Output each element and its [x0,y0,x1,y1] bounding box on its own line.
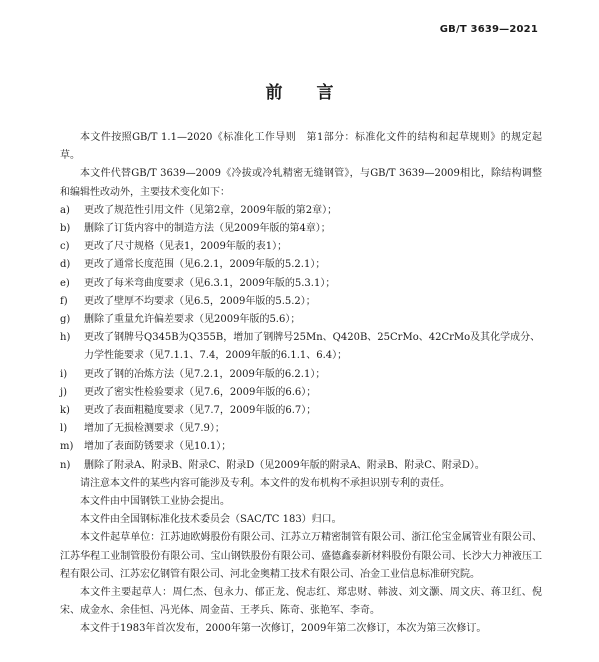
list-marker: b) [60,223,71,235]
page-title: 前 言 [265,83,348,103]
list-item [60,420,542,438]
list-item-text: 更改了规范性引用文件（见第2章，2009年版的第2章）； [84,204,338,216]
list-item-text: 更改了尺寸规格（见表1，2009年版的表1）； [84,241,288,253]
list-item [60,366,542,384]
list-marker: l) [60,423,68,435]
changes-list [60,202,542,475]
list-marker: g) [60,314,71,326]
list-item [60,202,542,220]
foreword-body [60,129,542,639]
list-item [60,238,542,256]
list-marker: f) [60,295,68,307]
list-item [60,402,542,420]
list-item-text: 更改了每米弯曲度要求（见6.3.1，2009年版的5.3.1）； [84,277,336,289]
list-item [60,220,542,238]
list-item [60,438,542,456]
standard-number: GB/T 3639—2021 [439,24,538,35]
list-item-text: 更改了钢牌号Q345B为Q355B，增加了钢牌号25Mn、Q420B、25CrMo、42CrMo及其化学成分、力学性能要求（见7.1.1、7.4，2009年版的6.1.1、6.4）； [84,332,541,362]
list-item [60,275,542,293]
list-item-text: 增加了无损检测要求（见7.9）； [84,423,225,435]
list-marker: m) [60,441,74,453]
list-item [60,256,542,274]
list-marker: k) [60,405,70,417]
list-item-text: 删除了附录A、附录B、附录C、附录D（见2009年版的附录A、附录B、附录C、附录D）。 [84,459,485,471]
list-item-text: 更改了密实性检验要求（见7.6，2009年版的6.6）； [84,386,317,398]
list-item-text: 更改了壁厚不均要求（见6.5，2009年版的5.5.2）； [84,295,316,307]
list-marker: n) [60,459,71,471]
list-item-text: 更改了钢的冶炼方法（见7.2.1，2009年版的6.2.1）； [84,368,326,380]
paragraph-history: 本文件于1983年首次发布，2000年第一次修订，2009年第二次修订，本次为第三次修订。 [80,623,487,635]
paragraph-drafting-units: 本文件起草单位：江苏迪欧姆股份有限公司、江苏立万精密制管有限公司、浙江伦宝金属管业有限公司、江苏华程工业制管股份有限公司、宝山钢铁股份有限公司、盛德鑫泰新材料股份有限公司、长沙大力神液压工程有限公司、江苏宏亿钢管有限公司、河北金奥精工技术有限公司、冶金工业信息标准研究院。 [60,532,542,580]
list-marker: e) [60,277,70,289]
list-item-text: 增加了表面防锈要求（见10.1）； [84,441,232,453]
paragraph-drafting-rules: 本文件按照GB/T 1.1—2020《标准化工作导则 第1部分：标准化文件的结构和起草规则》的规定起草。 [60,132,542,162]
list-item-text: 更改了通常长度范围（见6.2.1，2009年版的5.2.1）； [84,259,326,271]
list-marker: i) [60,368,68,380]
list-item [60,293,542,311]
list-item-text: 删除了重量允许偏差要求（见2009年版的5.6）； [84,314,301,326]
list-marker: j) [60,386,68,398]
list-marker: c) [60,241,70,253]
paragraph-patent-notice: 请注意本文件的某些内容可能涉及专利。本文件的发布机构不承担识别专利的责任。 [80,477,450,489]
list-item [60,457,542,475]
paragraph-committee: 本文件由全国钢标准化技术委员会（SAC/TC 183）归口。 [80,514,342,526]
paragraph-replacement: 本文件代替GB/T 3639—2009《冷拔或冷轧精密无缝钢管》，与GB/T 3639—2009相比，除结构调整和编辑性改动外，主要技术变化如下： [60,168,542,198]
list-item [60,311,542,329]
list-marker: h) [60,332,71,344]
paragraph-drafters: 本文件主要起草人：周仁杰、包永力、郁正龙、倪志红、郑忠财、韩波、刘文灏、周文庆、蒋卫红、倪宋、成金水、余佳恒、冯光体、周金苗、王孝兵、陈奇、张艳军、李奇。 [60,587,542,617]
list-item-text: 更改了表面粗糙度要求（见7.7，2009年版的6.7）； [84,405,317,417]
list-item [60,384,542,402]
list-marker: a) [60,204,70,216]
list-item-text: 删除了订货内容中的制造方法（见2009年版的第4章）； [84,223,331,235]
list-item [60,329,542,365]
list-marker: d) [60,259,71,271]
paragraph-proposer: 本文件由中国钢铁工业协会提出。 [80,496,230,508]
